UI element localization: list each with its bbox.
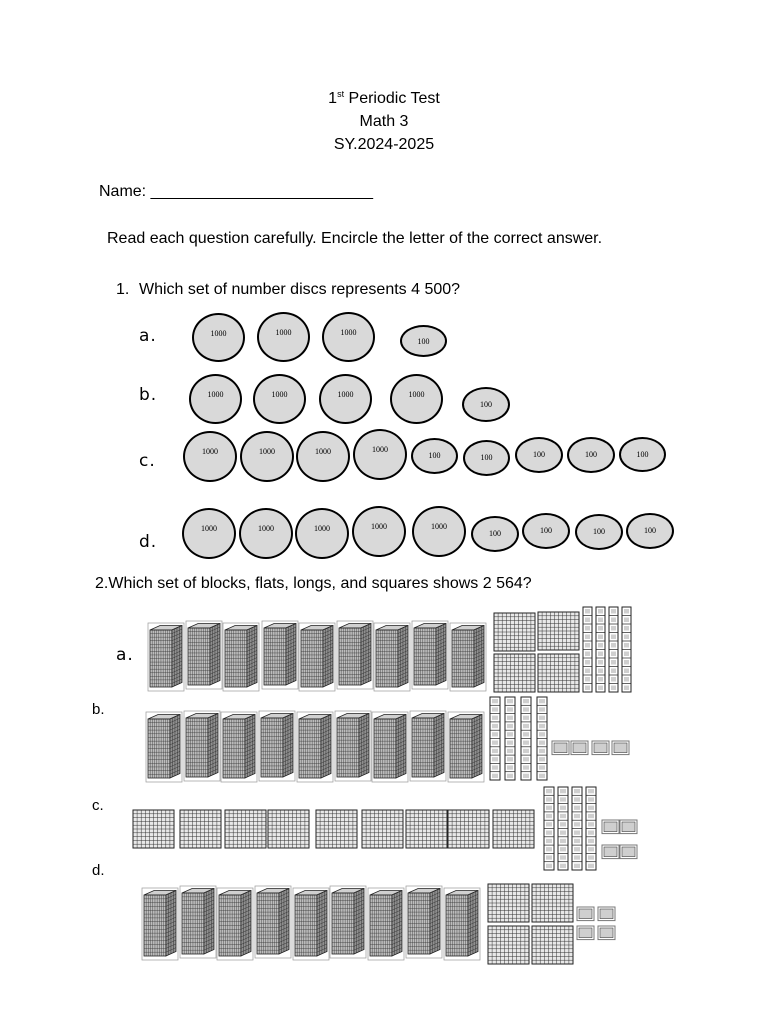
disc-thousand: 1000 [352,506,406,557]
disc-hundred: 100 [567,437,615,473]
one-square [598,926,615,940]
thousand-block [223,623,259,691]
disc-thousand: 1000 [182,508,236,559]
thousand-block [368,888,404,960]
thousand-block [297,712,333,782]
hundred-flat [225,810,266,848]
hundred-flat [538,612,579,650]
disc-thousand: 1000 [319,374,372,424]
hundred-flat [133,810,174,848]
ten-long [586,787,596,870]
disc-thousand: 1000 [295,508,349,559]
thousand-block [299,623,335,691]
thousand-block [186,621,222,689]
hundred-flat [268,810,309,848]
hundred-flat [316,810,357,848]
disc-hundred: 100 [619,437,666,472]
one-square [602,845,619,859]
one-square [592,741,609,755]
test-title: 1st Periodic Test [328,89,440,107]
thousand-block [142,888,178,960]
hundred-flat [532,926,573,964]
thousand-block [148,623,184,691]
hundred-flat [494,654,535,692]
disc-thousand: 1000 [353,429,407,480]
one-square [577,907,594,921]
q2-option-d-letter[interactable]: d. [92,862,105,879]
disc-hundred: 100 [626,513,674,549]
disc-thousand: 1000 [322,312,375,362]
disc-thousand: 1000 [412,506,466,557]
disc-thousand: 1000 [240,431,294,482]
hundred-flat [488,884,529,922]
ten-long [544,787,554,870]
hundred-flat [180,810,221,848]
disc-thousand: 1000 [296,431,350,482]
ten-long [490,697,500,780]
disc-thousand: 1000 [390,374,443,424]
subject: Math 3 [359,113,409,130]
thousand-block [335,711,371,781]
q1-text: Which set of number discs represents 4 500? [139,281,461,298]
hundred-flat [494,613,535,651]
one-square [571,741,588,755]
one-square [602,820,619,834]
disc-hundred: 100 [411,438,458,474]
ten-long [521,697,531,780]
q2-option-b-letter[interactable]: b. [92,701,105,718]
disc-hundred: 100 [400,325,447,357]
thousand-block [372,712,408,782]
hundred-flat [406,810,447,848]
one-square [577,926,594,940]
thousand-block [410,711,446,781]
hundred-flat [493,810,534,848]
disc-thousand: 1000 [183,431,237,482]
thousand-block [180,886,216,958]
instructions: Read each question carefully. Encircle the letter of the correct answer. [107,230,603,247]
thousand-block [217,888,253,960]
name-field: Name: _________________________ [99,183,374,200]
q1-option-c-letter[interactable]: c. [139,451,156,471]
thousand-block [259,711,295,781]
thousand-block [262,621,298,689]
one-square [612,741,629,755]
disc-hundred: 100 [515,437,563,473]
disc-thousand: 1000 [189,374,242,424]
thousand-block [450,623,486,691]
q1-option-a-letter[interactable]: a. [139,326,157,346]
thousand-block [374,623,410,691]
hundred-flat [448,810,489,848]
one-square [552,741,569,755]
ten-long [558,787,568,870]
thousand-block [221,712,257,782]
ten-long [583,607,592,692]
ten-long [596,607,605,692]
ten-long [537,697,547,780]
disc-hundred: 100 [575,514,623,550]
disc-hundred: 100 [522,513,570,549]
school-year: SY.2024-2025 [333,136,435,153]
thousand-block [255,886,291,958]
thousand-block [184,711,220,781]
thousand-block [293,888,329,960]
disc-thousand: 1000 [192,313,245,362]
hundred-flat [538,654,579,692]
q2-text: 2.Which set of blocks, flats, longs, and squares shows 2 564? [95,575,532,592]
thousand-block [337,621,373,689]
disc-hundred: 100 [471,516,519,552]
thousand-block [412,621,448,689]
thousand-block [448,712,484,782]
one-square [620,820,637,834]
hundred-flat [488,926,529,964]
disc-hundred: 100 [463,440,510,476]
disc-thousand: 1000 [257,312,310,362]
one-square [598,907,615,921]
thousand-block [146,712,182,782]
disc-hundred: 100 [462,387,510,422]
thousand-block [406,886,442,958]
hundred-flat [362,810,403,848]
q1-number: 1. [116,281,130,298]
one-square [620,845,637,859]
ten-long [622,607,631,692]
disc-thousand: 1000 [253,374,306,424]
thousand-block [330,886,366,958]
ten-long [609,607,618,692]
hundred-flat [532,884,573,922]
ten-long [572,787,582,870]
q2-option-a-letter[interactable]: a. [116,645,134,665]
thousand-block [444,888,480,960]
disc-thousand: 1000 [239,508,293,559]
q2-option-c-letter[interactable]: c. [92,797,104,814]
q1-option-d-letter[interactable]: d. [139,532,158,552]
ten-long [505,697,515,780]
q1-option-b-letter[interactable]: b. [139,385,158,405]
